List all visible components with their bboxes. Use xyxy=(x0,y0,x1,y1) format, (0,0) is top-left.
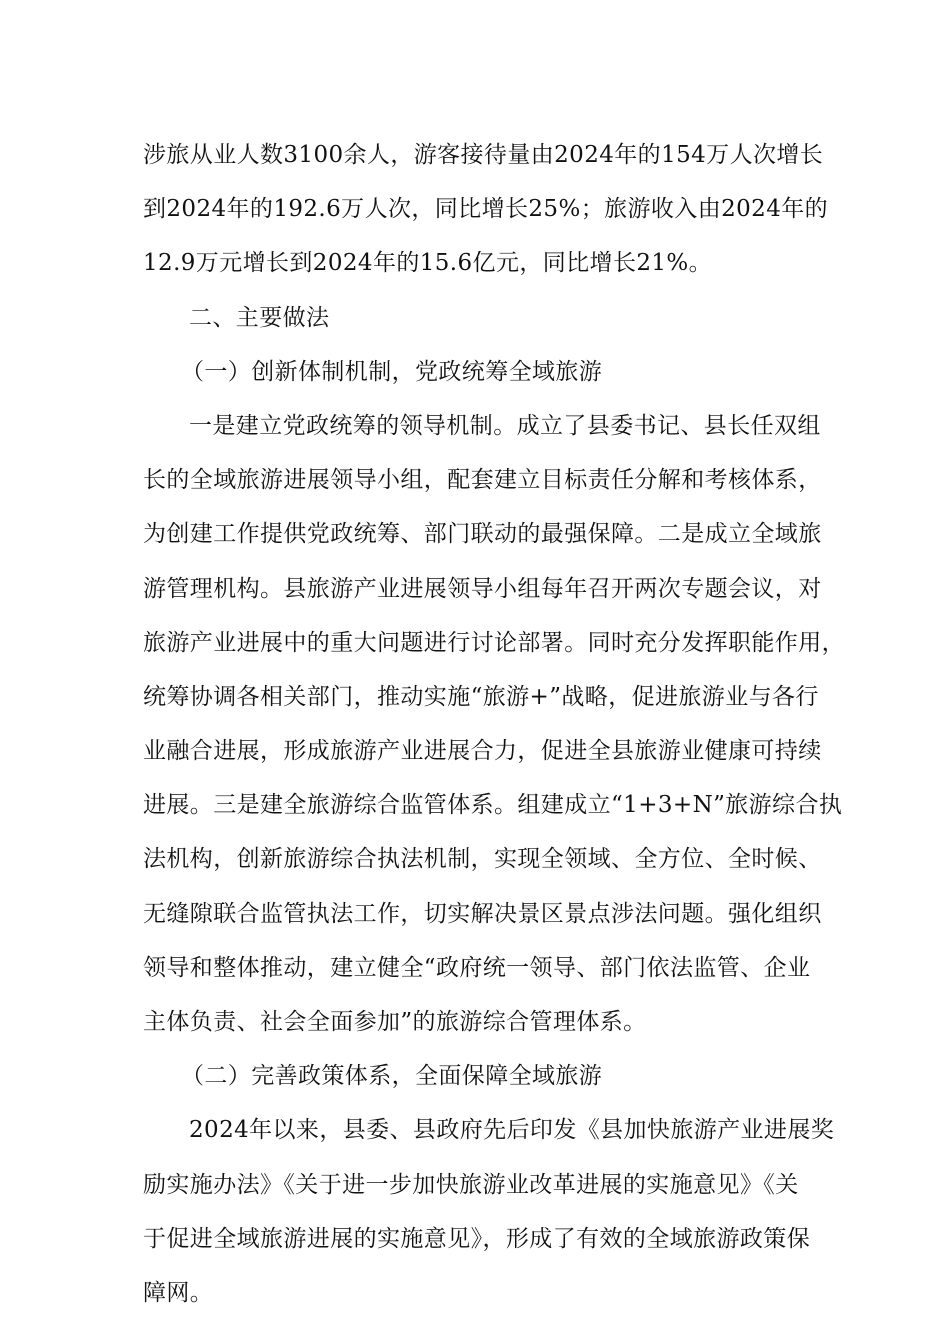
body-line: 进展。三是建全旅游综合监管体系。组建成立“1+3+N”旅游综合执 xyxy=(143,792,843,819)
body-line: 长的全域旅游进展领导小组，配套建立目标责任分解和考核体系， xyxy=(143,467,822,494)
body-line: 障网。 xyxy=(143,1279,214,1306)
subsection-heading: （二）完善政策体系，全面保障全域旅游 xyxy=(181,1063,603,1090)
body-line: 主体负责、社会全面参加”的旅游综合管理体系。 xyxy=(143,1009,647,1035)
body-line: 业融合进展，形成旅游产业进展合力，促进全县旅游业健康可持续 xyxy=(143,738,822,765)
body-line: 12.9万元增长到2024年的15.6亿元，同比增长21%。 xyxy=(143,250,713,277)
body-line: 于促进全域旅游进展的实施意见》，形成了有效的全域旅游政策保 xyxy=(143,1225,811,1252)
body-line: 涉旅从业人数3100余人，游客接待量由2024年的154万人次增长 xyxy=(143,142,824,168)
document-body xyxy=(143,128,845,1320)
body-line: 励实施办法》《关于进一步加快旅游业改革进展的实施意见》《关 xyxy=(143,1171,799,1198)
body-line: 2024年以来，县委、县政府先后印发《县加快旅游产业进展奖 xyxy=(189,1117,835,1144)
body-line: 法机构，创新旅游综合执法机制，实现全领域、全方位、全时候、 xyxy=(143,846,822,873)
body-line: 为创建工作提供党政统筹、部门联动的最强保障。二是成立全域旅 xyxy=(143,521,822,548)
body-line: 游管理机构。县旅游产业进展领导小组每年召开两次专题会议，对 xyxy=(143,575,822,602)
section-heading: 二、主要做法 xyxy=(189,304,330,331)
body-line: 无缝隙联合监管执法工作，切实解决景区景点涉法问题。强化组织 xyxy=(143,900,822,927)
body-line: 旅游产业进展中的重大问题进行讨论部署。同时充分发挥职能作用， xyxy=(143,629,845,656)
body-line: 统筹协调各相关部门，推动实施“旅游+”战略，促进旅游业与各行 xyxy=(143,683,819,710)
body-line: 领导和整体推动，建立健全“政府统一领导、部门依法监管、企业 xyxy=(143,954,811,981)
subsection-heading: （一）创新体制机制，党政统筹全域旅游 xyxy=(181,358,603,385)
body-line: 到2024年的192.6万人次，同比增长25%；旅游收入由2024年的 xyxy=(143,196,829,223)
body-line: 一是建立党政统筹的领导机制。成立了县委书记、县长任双组 xyxy=(189,412,821,439)
